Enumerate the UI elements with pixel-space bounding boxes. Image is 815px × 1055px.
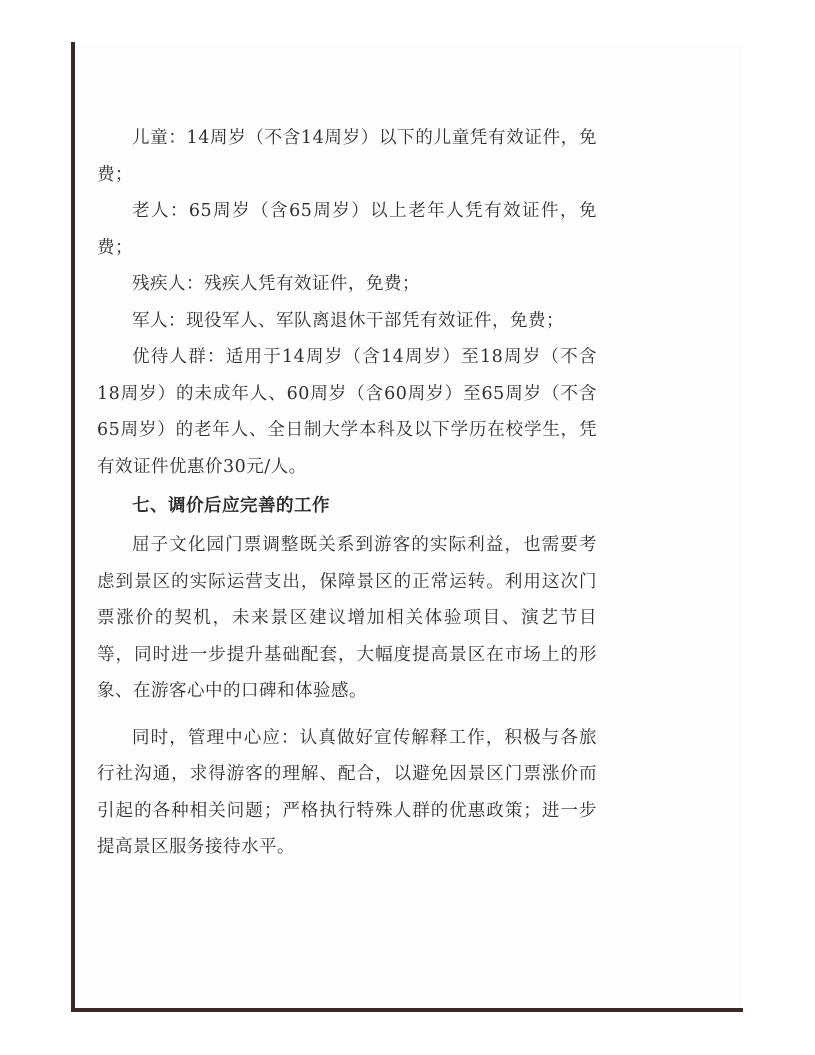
paragraph-ticket-adjustment: 屈子文化园门票调整既关系到游客的实际利益，也需要考虑到景区的实际运营支出，保障景区的正常运转。利用这次门票涨价的契机，未来景区建议增加相关体验项目、演艺节目等，同时进一步提升基础配套，大幅度提高景区在市场上的形象、在游客心中的口碑和体验感。 <box>97 535 597 701</box>
scan-edge-bottom <box>71 1008 743 1012</box>
scan-edge-left <box>71 42 75 1012</box>
section-heading: 七、调价后应完善的工作 <box>132 496 330 516</box>
paragraph-military: 军人：现役军人、军队离退休干部凭有效证件，免费； <box>132 310 564 331</box>
paragraph-preferential-groups: 优待人群：适用于14周岁（含14周岁）至18周岁（不含18周岁）的未成年人、60周岁（含60周岁）至65周岁（不含65周岁）的老年人、全日制大学本科及以下学历在校学生，凭有效证件优惠价30元/人。 <box>97 347 597 477</box>
paragraph-children: 儿童：14周岁（不含14周岁）以下的儿童凭有效证件，免费； <box>97 128 597 185</box>
paragraph-management-center: 同时，管理中心应：认真做好宣传解释工作，积极与各旅行社沟通，求得游客的理解、配合，以避免因景区门票涨价而引起的各种相关问题；严格执行特殊人群的优惠政策；进一步提高景区服务接待水平。 <box>97 727 597 857</box>
paragraph-elderly: 老人：65周岁（含65周岁）以上老年人凭有效证件，免费； <box>97 201 597 258</box>
paragraph-disabled: 残疾人：残疾人凭有效证件，免费； <box>132 274 420 294</box>
document-body <box>97 120 597 866</box>
